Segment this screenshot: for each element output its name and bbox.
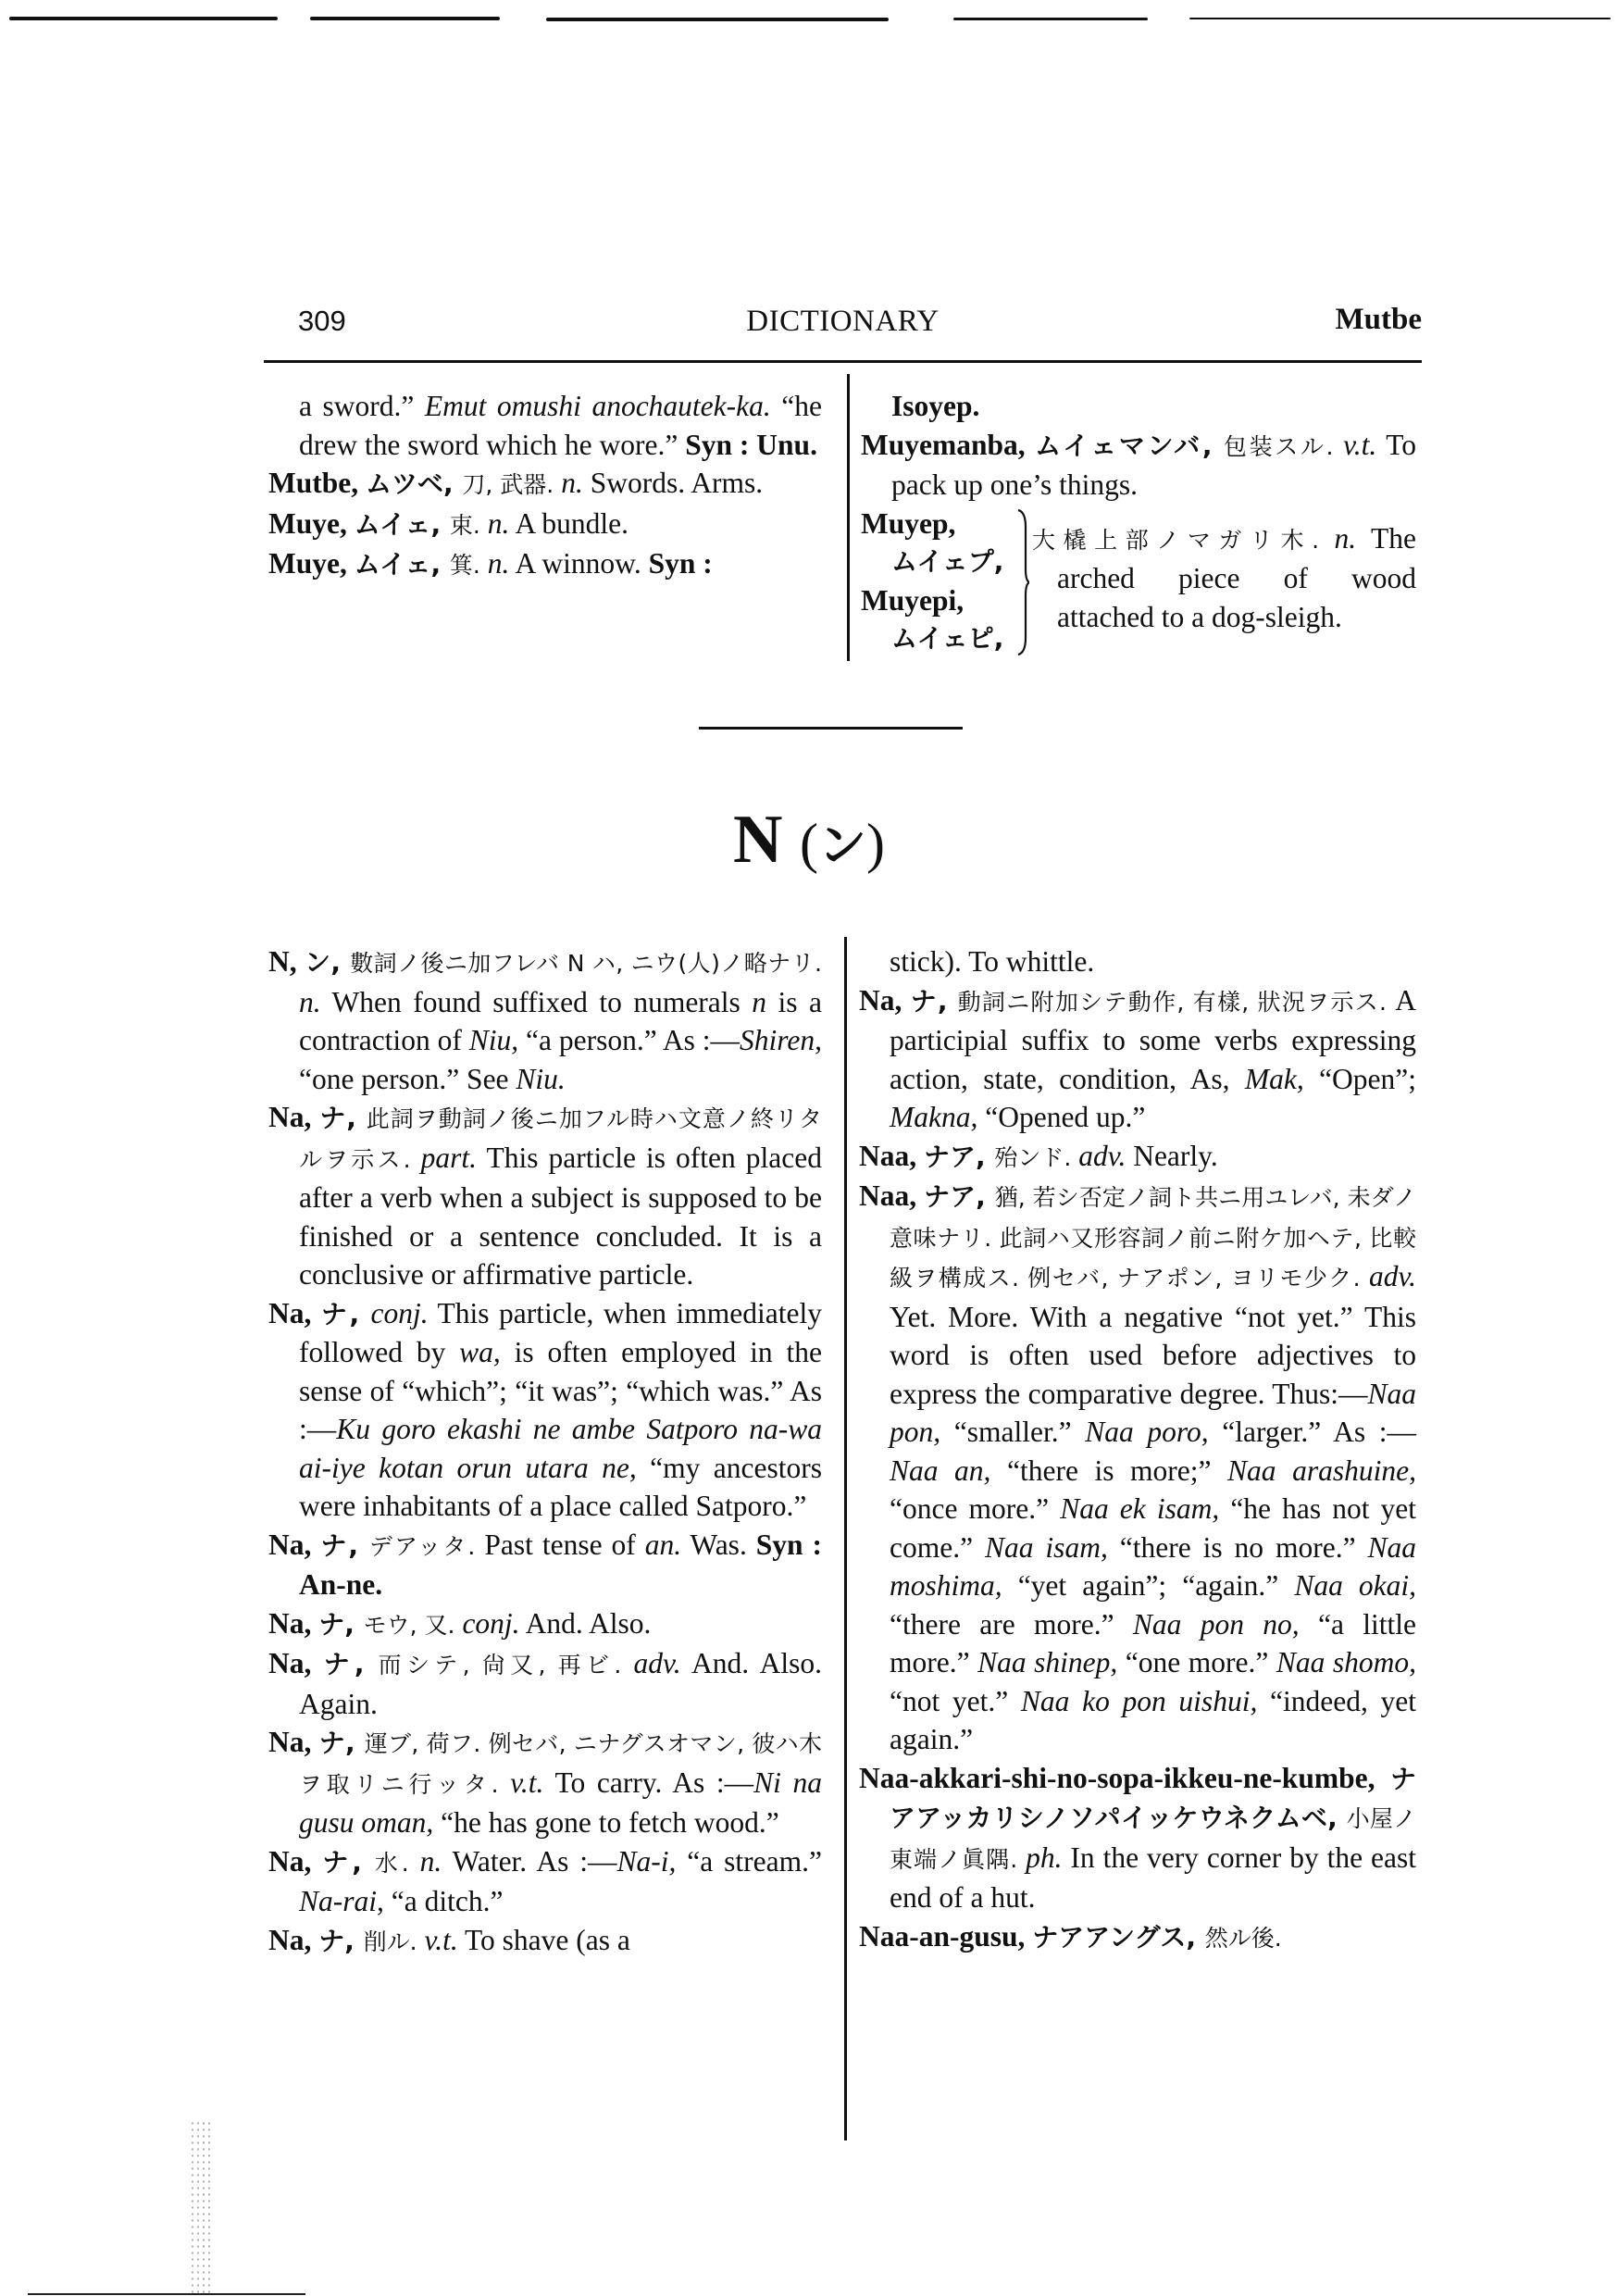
definition-text: Past tense of [484,1528,645,1561]
definition-text: “there are more.” [890,1607,1133,1641]
dictionary-entry [859,1137,1416,1178]
headword-kana: ムイェ, [354,508,450,540]
definition-text: a sword.” [299,390,425,422]
headword-kana: ムツベ, [366,468,463,499]
definition-text: “there is more;” [990,1454,1228,1487]
headword-kana: ナ, [323,1649,379,1679]
italic-text: part. [420,1141,478,1174]
headword: Naa-an-gusu, [859,1919,1033,1953]
dictionary-entry [859,1177,1416,1759]
italic-text: Naa arashuine, [1227,1454,1416,1487]
scan-edge-artifact [28,2293,305,2295]
japanese-gloss: 箕. [449,552,488,579]
headword: Syn : An-ne. [299,1528,822,1601]
dictionary-entry [268,942,822,1098]
italic-text: Naa isam, [985,1530,1108,1564]
definition-text: “he has not yet come.” [890,1492,1417,1564]
definition-text: “yet again”; “again.” [1002,1569,1295,1602]
right-brace-icon [1016,508,1029,656]
headword-kana: ナ, [318,1925,364,1956]
italic-text: Naa shomo, [1276,1646,1416,1678]
headword-kana: ムイェマンバ, [1035,430,1224,461]
dictionary-entry [268,1921,822,1962]
dictionary-entry [859,981,1416,1137]
headword-kana: ナア, [924,1181,995,1212]
headword: Syn : [648,547,713,580]
headword-kana: ムイェ, [354,549,450,580]
definition-text: In the very corner by the east end of a hut. [890,1841,1416,1914]
headword-kana: ムイェピ, [891,623,1004,654]
japanese-gloss: 殆ンド. [994,1143,1079,1171]
headword-kana: ナ, [318,1728,365,1758]
column-divider-bottom [844,937,847,2140]
definition-text: Water. As :— [442,1844,617,1878]
italic-text: Naa poro, [1085,1416,1209,1448]
entry-continuation [861,387,1416,426]
italic-text: Na-i, [616,1844,677,1878]
headword-kana: ムイェプ, [891,546,1004,577]
headword-kana: ナ, [320,1298,371,1329]
headword-kana: ナ, [910,985,958,1017]
italic-text: Niu. [516,1062,566,1095]
definition-text: “a stream.” [676,1844,822,1878]
italic-text: n. [561,467,583,499]
definition-text: Was. [681,1528,756,1561]
dictionary-entry [268,1842,822,1921]
japanese-gloss: 然ル後. [1204,1924,1282,1952]
headword-kana: ナアアッカリシノソパイッケウネクムベ, [890,1763,1416,1833]
headword-kana: ン, [304,947,351,978]
italic-text: Naa ek isam, [1060,1492,1220,1525]
italic-text: Niu, [468,1024,519,1056]
brace-headwords [861,505,1023,658]
japanese-gloss: 刀, 武器. [462,471,562,498]
italic-text: adv. [633,1647,681,1679]
japanese-gloss: 水. [374,1849,420,1877]
dictionary-entry [268,464,822,505]
dictionary-entry [268,1294,822,1526]
headword: Muyep, [861,506,956,540]
italic-text: n. [299,985,321,1018]
dictionary-entry [268,544,822,585]
headword-kana: ナ, [319,1103,367,1133]
section-letter-heading: N (ン) [733,802,885,878]
definition-text: “once more.” [890,1492,1061,1525]
definition-text: “larger.” As :— [1208,1416,1416,1448]
headword: Na, [268,1844,323,1878]
italic-text: n. [487,506,510,540]
headword: Muyemanba, [861,428,1036,461]
headword: Na, [268,1923,319,1956]
headword: Muyepi, [861,583,965,617]
italic-text: Naa pon, [890,1377,1416,1448]
headword: Na, [268,1296,321,1329]
italic-text: Emut omushi anochautek-ka. [424,390,771,422]
definition-text: Swords. Arms. [582,467,764,499]
definition-text: “a person.” As :— [518,1024,741,1056]
top-right-column [861,387,1416,660]
italic-text: conj. [462,1606,520,1640]
definition-text: “Opened up.” [977,1101,1146,1133]
headword-kana: ナ, [322,1846,375,1878]
headword: Na, [268,1528,321,1561]
definition-text: To pack up one’s things. [891,428,1417,501]
definition-text: “indeed, yet again.” [890,1684,1416,1755]
italic-text: adv. [1078,1139,1126,1172]
japanese-gloss: 運ブ, 荷フ. 例セバ, ニナグスオマン, 彼ハ木ヲ取リニ行ッタ. [299,1730,823,1798]
italic-text: n. [419,1844,442,1878]
headword-kana: ナ, [320,1529,369,1561]
headword-kana: ナア, [924,1141,995,1172]
entry-continuation [268,387,822,464]
headword-kana: ナアアングス, [1032,1921,1205,1953]
definition-text: “my ancestors were inhabitants of a place called Satporo.” [299,1451,822,1522]
definition-text: is often employed in the sense of “which”; “it was”; “which was.” As :— [299,1336,822,1445]
definition-text: “not yet.” [890,1684,1021,1717]
definition-text: And. Also. Again. [299,1647,823,1720]
headword: Naa, [859,1139,924,1172]
brace-definition: 大橇上部ノマガリ木. n. The arched piece of wood attached to a dog-sleigh. [1032,521,1416,633]
headword: Naa, [859,1179,925,1212]
italic-text: Naa an, [890,1454,991,1487]
definition-text: “he has gone to fetch wood.” [433,1806,779,1839]
bottom-right-column [859,942,1416,1957]
headword: Na, [268,1647,324,1679]
italic-text: conj. [370,1296,429,1329]
definition-text: A participial suffix to some verbs expressing action, state, condition, As, [890,983,1417,1095]
definition-text: To carry. As :— [543,1766,754,1799]
scan-edge-artifact [0,17,1618,22]
italic-text: v.t. [1343,428,1377,461]
running-title: DICTIONARY [746,305,940,338]
headword: Na, [268,1606,319,1640]
definition-text: stick). To whittle. [890,945,1095,978]
japanese-gloss: 而シテ, 尙又, 再ビ. [378,1652,634,1678]
dictionary-entry [268,1098,822,1294]
headword: N, [268,945,305,978]
top-left-column [268,387,822,585]
dictionary-entry [859,1917,1416,1958]
definition-text: “smaller.” [940,1416,1086,1448]
italic-text: Ni na gusu oman, [299,1766,822,1839]
section-separator [699,727,963,730]
headword: Muye, [268,506,355,540]
italic-text: n. [487,547,510,580]
definition-text: is a contraction of [299,985,822,1056]
italic-text: v.t. [510,1766,544,1799]
headword: Naa-akkari-shi-no-sopa-ikkeu-ne-kumbe, [859,1761,1390,1794]
definition-text: “he drew the sword which he wore.” [299,390,822,461]
japanese-gloss: 數詞ノ後ニ加フレバ N ハ, ニウ(人)ノ略ナリ. [350,950,822,977]
italic-text: adv. [1368,1260,1416,1292]
headword-kana: ナ, [318,1608,364,1640]
definition-text: A winnow. [509,547,649,580]
dictionary-entry [268,505,822,545]
headword: Syn : Unu. [685,428,817,461]
italic-text: v.t. [424,1923,458,1956]
italic-text: Naa moshima, [890,1530,1416,1602]
italic-text: Naa ko pon uishui, [1020,1684,1258,1717]
italic-text: Mak, [1244,1062,1304,1095]
italic-text: Shiren, [740,1024,822,1056]
definition-text: “there is no more.” [1107,1530,1368,1564]
column-divider-top [847,374,850,661]
definition-text: Nearly. [1126,1139,1218,1172]
page-number: 309 [298,305,346,337]
dictionary-entry [268,1526,822,1604]
definition-text: “one more.” [1117,1646,1276,1678]
italic-text: n [752,985,767,1018]
definition-text: When found suffixed to numerals [320,985,753,1018]
headword: Na, [859,983,911,1017]
italic-text: Naa okai, [1294,1569,1416,1602]
headword: Mutbe, [268,467,366,499]
definition-text: To shave (as a [457,1923,630,1956]
definition-text: A bundle. [509,506,629,540]
definition-text: This particle is often placed after a verb when a subject is supposed to be finished or a sentence concluded. It is a conclusive or affirmative particle. [299,1141,822,1291]
header-rule [264,360,1422,363]
japanese-gloss: 動詞ニ附加シテ動作, 有樣, 狀況ヲ示ス. [957,988,1396,1016]
japanese-gloss: 包装スル. [1223,432,1344,460]
headword: Na, [268,1726,319,1758]
bottom-left-column [268,942,822,1961]
scan-noise [190,2120,213,2296]
definition-text: This particle, when immediately followed by [299,1296,823,1368]
dictionary-entry-muyep [861,505,1416,660]
guide-word: Mutbe [1335,303,1422,336]
entry-continuation [859,942,1416,981]
definition-text: “one person.” See [299,1062,517,1095]
italic-text: Ku goro ekashi ne ambe Satporo na-wa ai-iye kotan orun utara ne, [299,1413,822,1484]
italic-text: Na-rai, [299,1885,384,1917]
japanese-gloss: 猶, 若シ否定ノ詞ト共ニ用ユレバ, 未ダノ意味ナリ. 此詞ハ又形容詞ノ前ニ附ケ加ヘテ, 比較級ヲ構成ス. 例セバ, ナアポン, ヨリモ少ク. [890,1184,1417,1292]
headword: Na, [268,1101,320,1133]
dictionary-entry [861,426,1416,505]
japanese-gloss: 束. [449,511,488,539]
japanese-gloss: モウ, 又. [363,1611,463,1639]
japanese-gloss: 此詞ヲ動詞ノ後ニ加フル時ハ文意ノ終リタルヲ示ス. [299,1105,822,1173]
japanese-gloss: 削ル. [363,1928,425,1955]
definition-text: And. Also. [519,1606,652,1640]
dictionary-entry [859,1759,1416,1917]
definition-text: “a ditch.” [383,1885,504,1917]
japanese-gloss: 小屋ノ東端ノ眞隅. [890,1805,1416,1873]
italic-text: Naa pon no, [1132,1607,1300,1641]
dictionary-entry [268,1604,822,1645]
dictionary-entry [268,1644,822,1723]
dictionary-entry [268,1723,822,1842]
italic-text: an. [644,1528,682,1561]
italic-text: Naa shinep, [977,1646,1118,1678]
definition-text: “Open”; [1303,1062,1416,1095]
headword: Isoyep. [891,390,980,422]
headword: Muye, [268,547,355,580]
japanese-gloss: デアッタ. [368,1532,485,1560]
italic-text: Makna, [890,1101,978,1133]
italic-text: wa, [459,1336,501,1368]
definition-text: “a little more.” [890,1607,1416,1678]
italic-text: ph. [1026,1841,1063,1874]
page-header [264,301,1422,347]
definition-text: Yet. More. With a negative “not yet.” This word is often used before adjectives to express the comparative degree. Thus:— [890,1300,1416,1410]
